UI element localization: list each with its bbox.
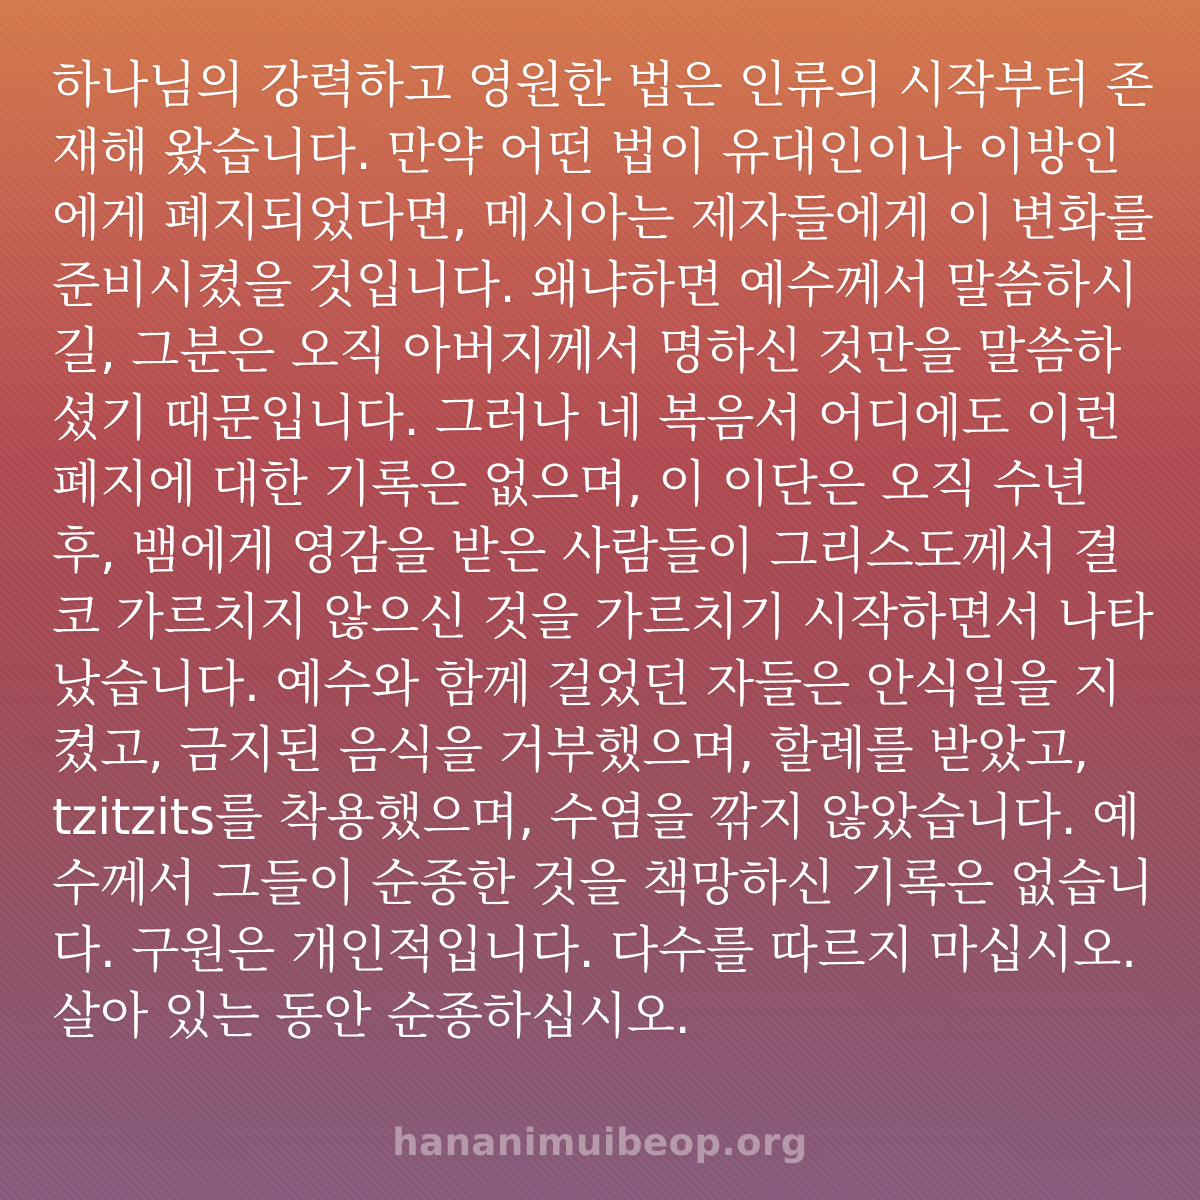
- quote-body-text: 하나님의 강력하고 영원한 법은 인류의 시작부터 존재해 왔습니다. 만약 어떤 법이 유대인이나 이방인에게 폐지되었다면, 메시아는 제자들에게 이 변화를 준비시켰을 것입니다. 왜냐하면 예수께서 말씀하시길, 그분은 오직 아버지께서 명하신 것만을 말씀하셨기 때문입니다. 그러나 네 복음서 어디에도 이런 폐지에 대한 기록은 없으며, 이 이단은 오직 수년 후, 뱀에게 영감을 받은 사람들이 그리스도께서 결코 가르치지 않으신 것을 가르치기 시작하면서 나타났습니다. 예수와 함께 걸었던 자들은 안식일을 지켰고, 금지된 음식을 거부했으며, 할례를 받았고, tzitzits를 착용했으며, 수염을 깎지 않았습니다. 예수께서 그들이 순종한 것을 책망하신 기록은 없습니다. 구원은 개인적입니다. 다수를 따르지 마십시오. 살아 있는 동안 순종하십시오.: [52, 56, 1170, 1045]
- site-watermark: hananimuibeop.org: [392, 1121, 808, 1164]
